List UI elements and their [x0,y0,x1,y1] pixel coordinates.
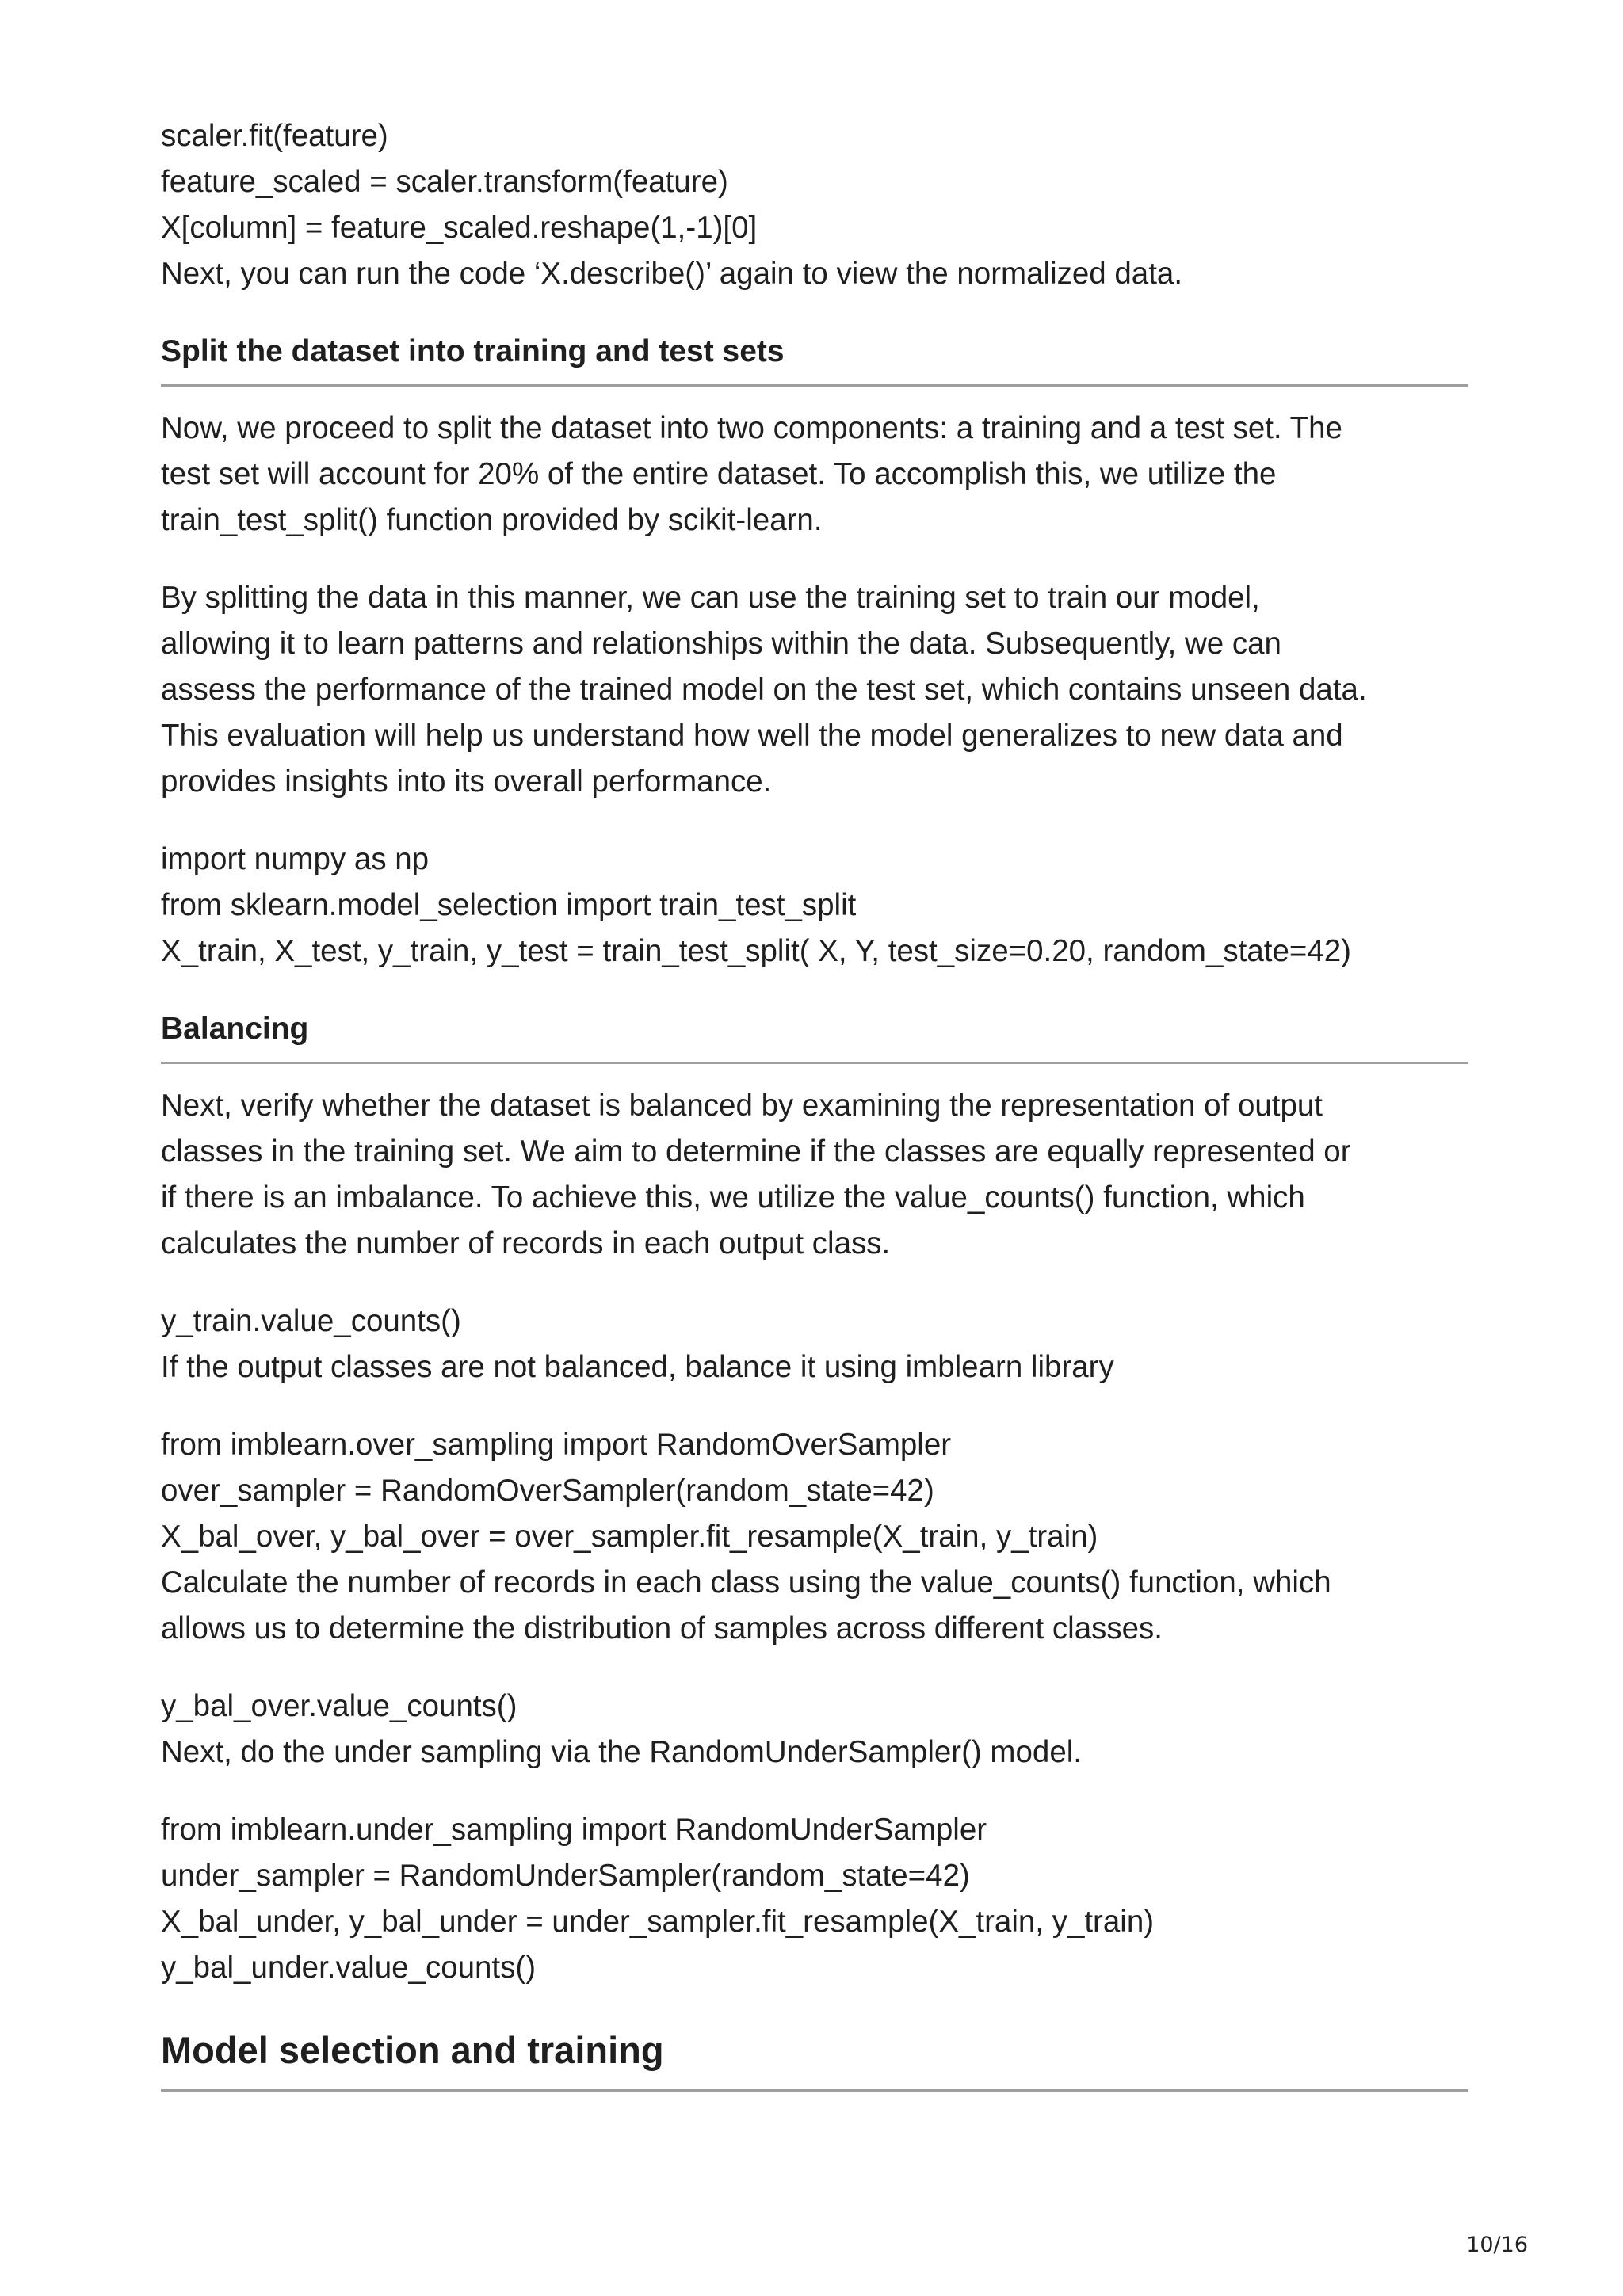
paragraph-line: By splitting the data in this manner, we can use the training set to train our model, [161,581,1260,615]
split-paragraph-2 [161,575,1468,805]
balancing-section [161,1006,1468,1991]
balancing-paragraph-1 [161,1083,1468,1267]
page-number: 10/16 [1466,2233,1528,2257]
split-code-block [161,837,1468,974]
paragraph-line: calculates the number of records in each output class. [161,1226,891,1261]
intro-block [161,113,1468,297]
paragraph-line: Next, verify whether the dataset is balanced by examining the representation of output [161,1089,1323,1123]
intro-line: Next, you can run the code ‘X.describe()’ again to view the normalized data. [161,257,1183,291]
code-line: X_train, X_test, y_train, y_test = train_test_split( X, Y, test_size=0.20, random_state=42) [161,934,1351,968]
code-line: from imblearn.over_sampling import RandomOverSampler [161,1428,952,1462]
intro-line: feature_scaled = scaler.transform(feature) [161,165,728,199]
code-line: X_bal_over, y_bal_over = over_sampler.fit_resample(X_train, y_train) [161,1520,1098,1554]
paragraph-line: allowing it to learn patterns and relationships within the data. Subsequently, we can [161,627,1281,661]
paragraph-line: train_test_split() function provided by scikit-learn. [161,503,823,537]
code-line: y_bal_over.value_counts() [161,1689,517,1723]
paragraph-line: Calculate the number of records in each class using the value_counts() function, which [161,1566,1331,1600]
paragraph-line: classes in the training set. We aim to determine if the classes are equally represented or [161,1135,1351,1169]
model-section [161,2023,1468,2092]
code-line: from sklearn.model_selection import train_test_split [161,888,857,922]
split-section-heading: Split the dataset into training and test sets [161,334,785,368]
balancing-block-4 [161,1684,1468,1775]
paragraph-line: Now, we proceed to split the dataset into two components: a training and a test set. The [161,411,1342,445]
intro-line: scaler.fit(feature) [161,119,388,153]
paragraph-line: allows us to determine the distribution of samples across different classes. [161,1611,1163,1646]
balancing-block-3 [161,1422,1468,1652]
balancing-block-5 [161,1807,1468,1991]
code-line: under_sampler = RandomUnderSampler(random_state=42) [161,1859,970,1893]
paragraph-line: This evaluation will help us understand how well the model generalizes to new data and [161,719,1343,753]
split-paragraph-1 [161,406,1468,543]
code-line: from imblearn.under_sampling import RandomUnderSampler [161,1813,987,1847]
heading-divider [161,384,1468,387]
code-line: over_sampler = RandomOverSampler(random_state=42) [161,1474,934,1508]
code-line: y_train.value_counts() [161,1304,461,1338]
heading-divider [161,1062,1468,1064]
intro-line: X[column] = feature_scaled.reshape(1,-1)[0] [161,211,758,245]
heading-divider [161,2089,1468,2092]
model-section-heading: Model selection and training [161,2029,664,2071]
paragraph-line: test set will account for 20% of the entire dataset. To accomplish this, we utilize the [161,457,1277,491]
paragraph-line: if there is an imbalance. To achieve this, we utilize the value_counts() function, which [161,1180,1305,1215]
code-line: import numpy as np [161,842,430,876]
balancing-block-2 [161,1299,1468,1390]
paragraph-line: assess the performance of the trained model on the test set, which contains unseen data. [161,673,1367,707]
code-line: y_bal_under.value_counts() [161,1951,537,1985]
page-content [161,113,1468,2092]
paragraph-line: provides insights into its overall performance. [161,765,772,799]
paragraph-line: Next, do the under sampling via the RandomUnderSampler() model. [161,1735,1082,1769]
split-section [161,329,1468,974]
balancing-section-heading: Balancing [161,1012,309,1046]
code-line: X_bal_under, y_bal_under = under_sampler.fit_resample(X_train, y_train) [161,1905,1155,1939]
paragraph-line: If the output classes are not balanced, balance it using imblearn library [161,1350,1114,1384]
